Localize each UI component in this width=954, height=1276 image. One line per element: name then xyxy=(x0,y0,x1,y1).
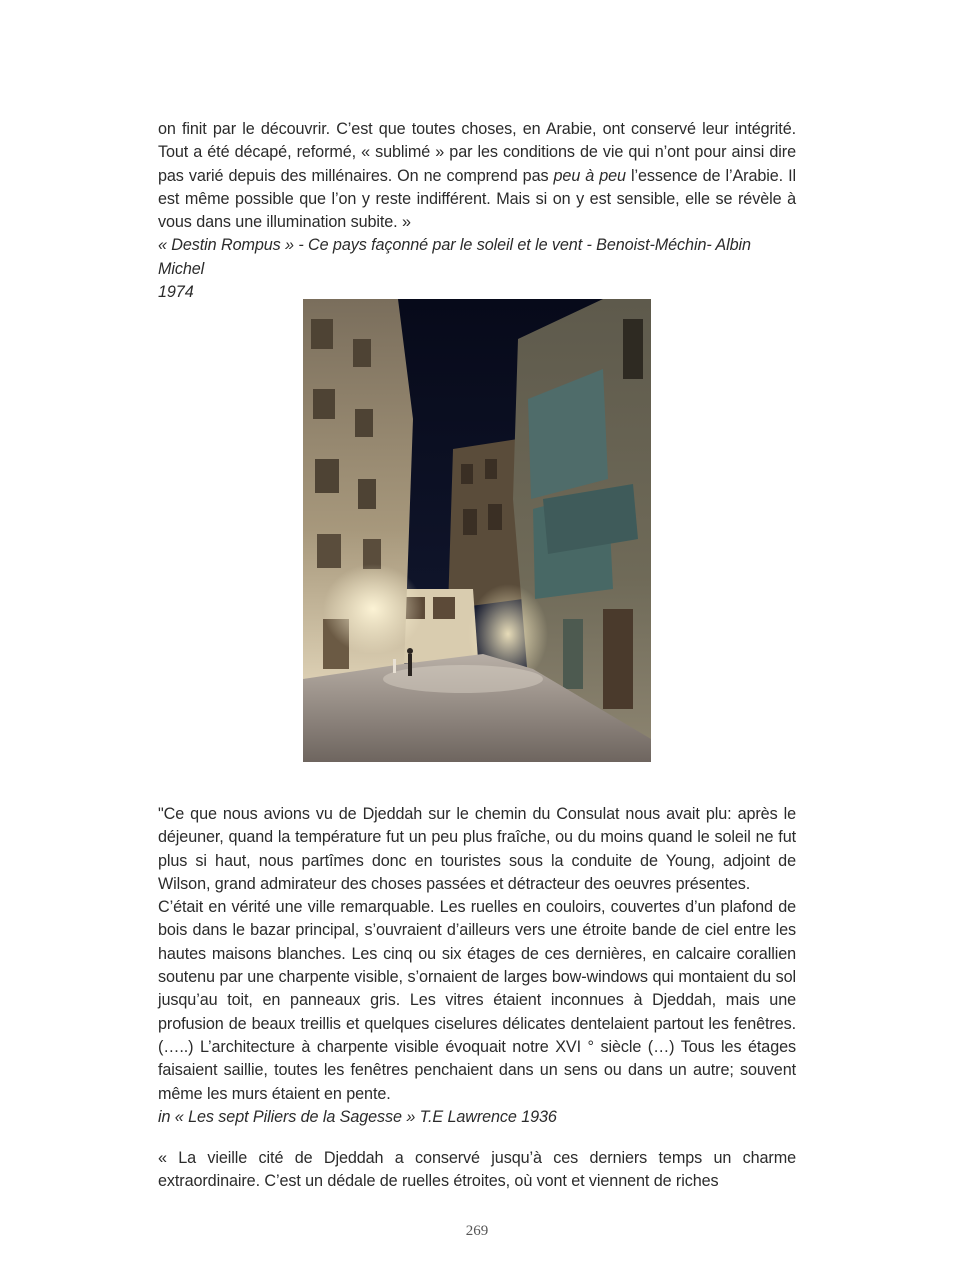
text-block-3 xyxy=(158,1147,796,1194)
italic-phrase: peu à peu xyxy=(553,166,626,185)
citation-benoist-mechin xyxy=(158,234,796,304)
line-2: Tout a été décapé, reformé, « sublimé » par les conditions de vie qui n’ont pour ainsi dire xyxy=(158,143,796,162)
line-5: vous dans une illumination subite. » xyxy=(158,213,411,232)
citation-line-1: « Destin Rompus » - Ce pays façonné par le soleil et le vent - Benoist-Méchin- Albin Michel xyxy=(158,236,751,278)
paragraph-lawrence-2: C’était en vérité une ville remarquable. Les ruelles en couloirs, couvertes d’un plafond de bois dans le bazar principal, s’ouvraient d’ailleurs vers une étroite bande de ciel entre les hautes maisons blanches. Les cinq ou six étages de ces dernières, en calcaire corallien soutenu par une charpente visible, s’ornaient de larges bow-windows qui montaient du sol jusqu’au toit, en panneaux gris. Les vitres étaient inconnues à Djeddah, mais une profusion de beaux treillis et quelques ciselures délicates dentelaient partout les fenêtres. (…..) L’architecture à charpente visible évoquait notre XVI ° siècle (…) Tous les étages faisaient saillie, toutes les fenêtres penchaient dans un sens ou dans un autre; souvent même les murs étaient en pente. xyxy=(158,898,796,1103)
citation-line-2: 1974 xyxy=(158,283,194,302)
paragraph-lawrence-1: "Ce que nous avions vu de Djeddah sur le chemin du Consulat nous avait plu: après le déjeuner, quand la température fut un peu plus fraîche, ou du moins quand le soleil ne fut plus si haut, nous partîmes donc en touristes sous la conduite de Young, adjoint de Wilson, grand admirateur des choses passées et détracteur des oeuvres présentes. xyxy=(158,805,796,893)
djeddah-street-night-photo xyxy=(303,299,651,762)
paragraph-intro xyxy=(158,118,796,234)
page-number: 269 xyxy=(465,1223,489,1239)
line-1: on finit par le découvrir. C’est que toutes choses, en Arabie, ont conservé leur intégrité. xyxy=(158,120,796,138)
text-block-2 xyxy=(158,803,796,1129)
left-lamp-glow xyxy=(323,564,423,654)
paragraph-vieille-cite: « La vieille cité de Djeddah a conservé jusqu’à ces derniers temps un charme extraordinaire. C’est un dédale de ruelles étroites, où vont et viennent de riches xyxy=(158,1149,796,1191)
line-3: pas varié depuis des millénaires. On ne comprend pas xyxy=(158,166,549,185)
pedestrian xyxy=(408,654,412,676)
line-4: est même possible que l’on y reste indifférent. Mais si on y est sensible, elle se révèle à xyxy=(158,189,796,208)
text-block-1 xyxy=(158,118,796,304)
citation-lawrence: in « Les sept Piliers de la Sagesse » T.E Lawrence 1936 xyxy=(158,1107,557,1126)
line-3-end: l’essence de l’Arabie. Il xyxy=(625,166,796,185)
